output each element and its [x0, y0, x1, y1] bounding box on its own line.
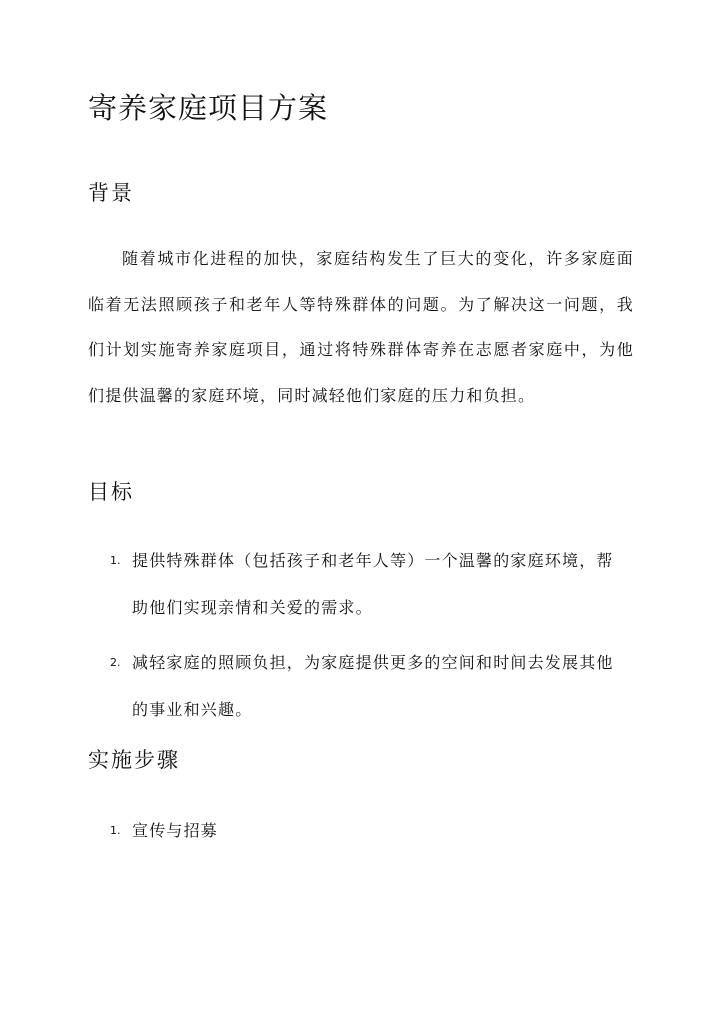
goal-item [88, 639, 648, 733]
background-paragraph: 随着城市化进程的加快，家庭结构发生了巨大的变化，许多家庭面临着无法照顾孩子和老年人等特殊群体的问题。为了解决这一问题，我们计划实施寄养家庭项目，通过将特殊群体寄养在志愿者家庭中，为他们提供温馨的家庭环境，同时减轻他们家庭的压力和负担。 [88, 249, 634, 405]
goal-item-number: 2. [110, 656, 121, 669]
document-title: 寄养家庭项目方案 [88, 91, 329, 125]
goal-item [88, 537, 648, 631]
section-heading-background: 背景 [88, 181, 134, 205]
step-item-number: 1. [110, 824, 121, 837]
goal-item-text: 减轻家庭的照顾负担，为家庭提供更多的空间和时间去发展其他的事业和兴趣。 [132, 653, 614, 719]
goal-item-number: 1. [110, 554, 121, 567]
step-item [88, 807, 648, 854]
step-item-text: 宣传与招募 [132, 821, 219, 840]
section-heading-goals: 目标 [88, 480, 134, 504]
goals-list [88, 537, 648, 741]
steps-list [88, 807, 648, 862]
section-heading-steps: 实施步骤 [88, 748, 180, 772]
goal-item-text: 提供特殊群体（包括孩子和老年人等）一个温馨的家庭环境，帮助他们实现亲情和关爱的需求。 [132, 551, 614, 617]
